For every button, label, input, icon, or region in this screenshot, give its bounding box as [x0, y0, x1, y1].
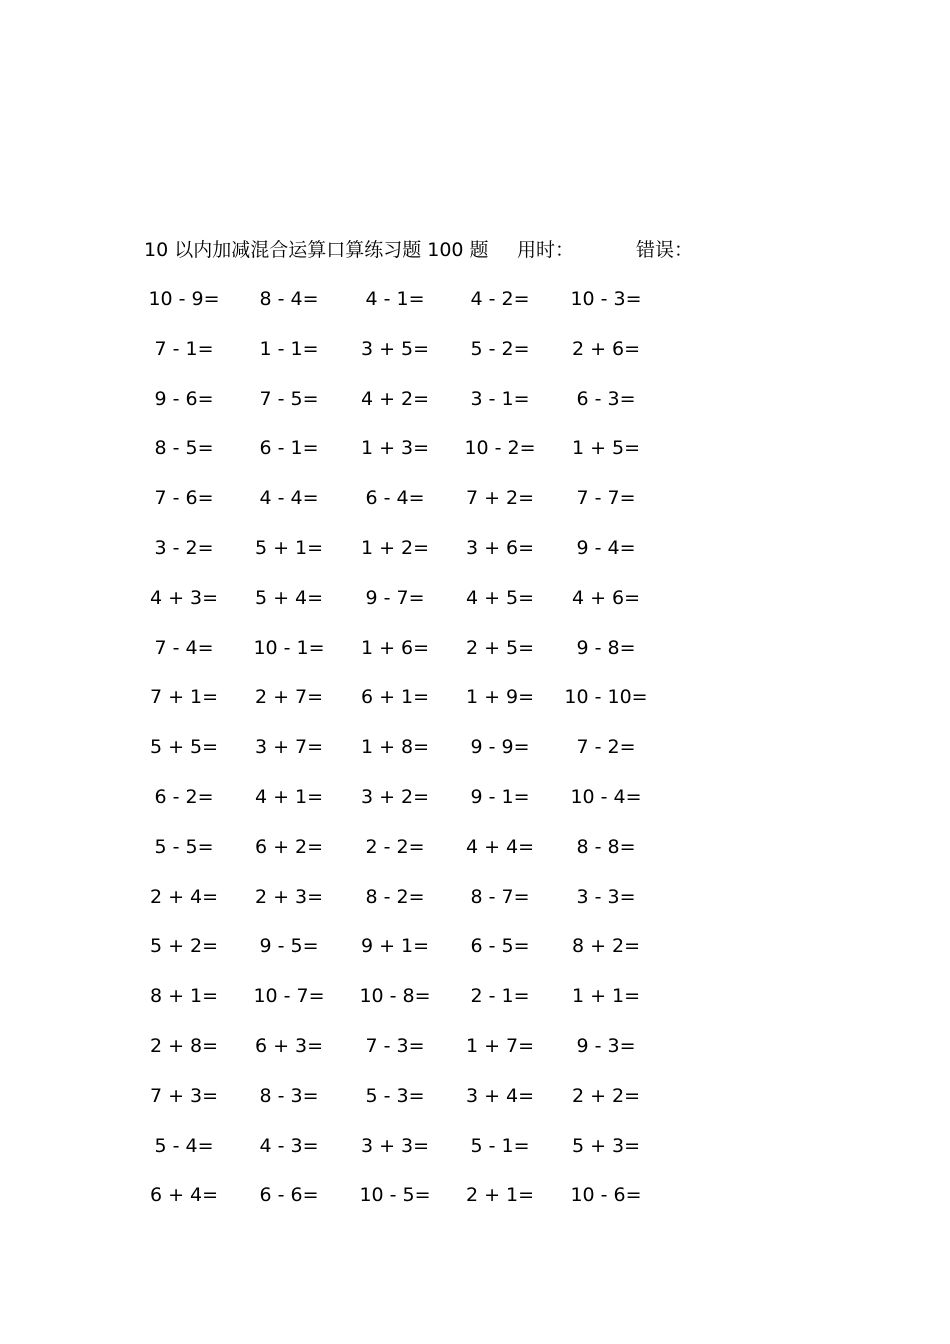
arithmetic-problem: 1 + 9=	[465, 686, 535, 709]
arithmetic-problem: 3 - 1=	[470, 387, 530, 410]
arithmetic-problem: 8 + 2=	[571, 935, 641, 958]
arithmetic-problem: 2 + 1=	[465, 1184, 535, 1207]
arithmetic-problem: 6 + 2=	[254, 835, 324, 858]
arithmetic-problem: 6 + 3=	[254, 1034, 324, 1057]
arithmetic-problem: 9 - 8=	[576, 636, 636, 659]
problem-row	[0, 883, 950, 933]
problem-row	[0, 783, 950, 833]
arithmetic-problem: 4 + 1=	[254, 785, 324, 808]
arithmetic-problem: 1 + 5=	[571, 437, 641, 460]
arithmetic-problem: 8 - 4=	[259, 288, 319, 310]
arithmetic-problem: 7 - 4=	[154, 636, 214, 659]
arithmetic-problem: 3 - 3=	[576, 885, 636, 908]
arithmetic-problem: 3 + 5=	[360, 337, 430, 360]
arithmetic-problem: 5 - 3=	[365, 1084, 425, 1107]
arithmetic-problem: 9 - 4=	[576, 536, 636, 559]
arithmetic-problem: 10 - 10=	[564, 686, 648, 709]
arithmetic-problem: 4 - 2=	[470, 288, 530, 310]
arithmetic-problem: 10 - 3=	[570, 288, 642, 310]
problem-row	[0, 1181, 950, 1231]
arithmetic-problem: 3 + 3=	[360, 1134, 430, 1157]
arithmetic-problem: 3 + 7=	[254, 736, 324, 759]
arithmetic-problem: 7 - 1=	[154, 337, 214, 360]
arithmetic-problem: 7 - 6=	[154, 487, 214, 510]
arithmetic-problem: 4 + 2=	[360, 387, 430, 410]
arithmetic-problem: 4 - 1=	[365, 288, 425, 310]
problem-row	[0, 634, 950, 684]
arithmetic-problem: 5 + 4=	[254, 586, 324, 609]
arithmetic-problem: 1 + 7=	[465, 1034, 535, 1057]
arithmetic-problem: 4 - 3=	[259, 1134, 319, 1157]
arithmetic-problem: 3 - 2=	[154, 536, 214, 559]
arithmetic-problem: 5 - 2=	[470, 337, 530, 360]
arithmetic-problem: 7 + 3=	[149, 1084, 219, 1107]
problem-row	[0, 683, 950, 733]
arithmetic-problem: 2 + 7=	[254, 686, 324, 709]
problem-row	[0, 534, 950, 584]
arithmetic-problem: 9 - 6=	[154, 387, 214, 410]
arithmetic-problem: 4 + 4=	[465, 835, 535, 858]
arithmetic-problem: 2 + 4=	[149, 885, 219, 908]
problem-row	[0, 1132, 950, 1182]
arithmetic-problem: 2 + 8=	[149, 1034, 219, 1057]
arithmetic-problem: 9 + 1=	[360, 935, 430, 958]
arithmetic-problem: 6 - 3=	[576, 387, 636, 410]
problem-row	[0, 833, 950, 883]
problem-row	[0, 584, 950, 634]
problem-row	[0, 484, 950, 534]
arithmetic-problem: 8 + 1=	[149, 985, 219, 1008]
arithmetic-problem: 7 + 1=	[149, 686, 219, 709]
arithmetic-problem: 8 - 2=	[365, 885, 425, 908]
arithmetic-problem: 2 - 1=	[470, 985, 530, 1008]
arithmetic-problem: 1 + 1=	[571, 985, 641, 1008]
arithmetic-problem: 4 + 3=	[149, 586, 219, 609]
arithmetic-problem: 10 - 8=	[359, 985, 431, 1008]
problem-row	[0, 932, 950, 982]
arithmetic-problem: 9 - 9=	[470, 736, 530, 759]
arithmetic-problem: 6 - 1=	[259, 437, 319, 460]
arithmetic-problem: 10 - 6=	[570, 1184, 642, 1207]
arithmetic-problem: 5 - 5=	[154, 835, 214, 858]
arithmetic-problem: 10 - 5=	[359, 1184, 431, 1207]
arithmetic-problem: 6 - 2=	[154, 785, 214, 808]
time-used-label: 用时：	[517, 239, 575, 261]
arithmetic-problem: 9 - 1=	[470, 785, 530, 808]
arithmetic-problem: 8 - 5=	[154, 437, 214, 460]
arithmetic-problem: 5 + 1=	[254, 536, 324, 559]
problem-grid	[0, 285, 950, 1231]
problem-row	[0, 434, 950, 484]
arithmetic-problem: 7 - 3=	[365, 1034, 425, 1057]
arithmetic-problem: 1 + 8=	[360, 736, 430, 759]
problem-row	[0, 1032, 950, 1082]
arithmetic-problem: 6 - 5=	[470, 935, 530, 958]
arithmetic-problem: 2 + 2=	[571, 1084, 641, 1107]
arithmetic-problem: 3 + 2=	[360, 785, 430, 808]
arithmetic-problem: 7 - 5=	[259, 387, 319, 410]
arithmetic-problem: 10 - 4=	[570, 785, 642, 808]
problem-row	[0, 1082, 950, 1132]
arithmetic-problem: 6 - 6=	[259, 1184, 319, 1207]
problem-row	[0, 335, 950, 385]
arithmetic-problem: 1 + 2=	[360, 536, 430, 559]
arithmetic-problem: 10 - 2=	[464, 437, 536, 460]
arithmetic-problem: 2 + 5=	[465, 636, 535, 659]
arithmetic-problem: 5 - 4=	[154, 1134, 214, 1157]
problem-row	[0, 733, 950, 783]
arithmetic-problem: 8 - 7=	[470, 885, 530, 908]
arithmetic-problem: 1 - 1=	[259, 337, 319, 360]
arithmetic-problem: 8 - 8=	[576, 835, 636, 858]
arithmetic-problem: 5 + 2=	[149, 935, 219, 958]
arithmetic-problem: 2 + 3=	[254, 885, 324, 908]
arithmetic-problem: 10 - 1=	[253, 636, 325, 659]
arithmetic-problem: 7 - 7=	[576, 487, 636, 510]
arithmetic-problem: 5 + 3=	[571, 1134, 641, 1157]
arithmetic-problem: 7 + 2=	[465, 487, 535, 510]
arithmetic-problem: 4 - 4=	[259, 487, 319, 510]
arithmetic-problem: 6 + 4=	[149, 1184, 219, 1207]
errors-label: 错误：	[636, 239, 694, 261]
arithmetic-problem: 9 - 7=	[365, 586, 425, 609]
arithmetic-problem: 9 - 5=	[259, 935, 319, 958]
arithmetic-problem: 8 - 3=	[259, 1084, 319, 1107]
worksheet-header	[0, 236, 950, 264]
arithmetic-problem: 5 - 1=	[470, 1134, 530, 1157]
problem-row	[0, 385, 950, 435]
arithmetic-problem: 7 - 2=	[576, 736, 636, 759]
problem-row	[0, 982, 950, 1032]
arithmetic-problem: 2 - 2=	[365, 835, 425, 858]
arithmetic-problem: 4 + 6=	[571, 586, 641, 609]
arithmetic-problem: 6 - 4=	[365, 487, 425, 510]
arithmetic-problem: 3 + 6=	[465, 536, 535, 559]
arithmetic-problem: 2 + 6=	[571, 337, 641, 360]
arithmetic-problem: 10 - 9=	[148, 288, 220, 310]
arithmetic-problem: 10 - 7=	[253, 985, 325, 1008]
arithmetic-problem: 4 + 5=	[465, 586, 535, 609]
worksheet-title: 10 以内加减混合运算口算练习题 100 题	[144, 239, 489, 261]
arithmetic-problem: 1 + 3=	[360, 437, 430, 460]
arithmetic-problem: 9 - 3=	[576, 1034, 636, 1057]
arithmetic-problem: 1 + 6=	[360, 636, 430, 659]
problem-row	[0, 285, 950, 335]
arithmetic-problem: 6 + 1=	[360, 686, 430, 709]
arithmetic-problem: 3 + 4=	[465, 1084, 535, 1107]
arithmetic-problem: 5 + 5=	[149, 736, 219, 759]
